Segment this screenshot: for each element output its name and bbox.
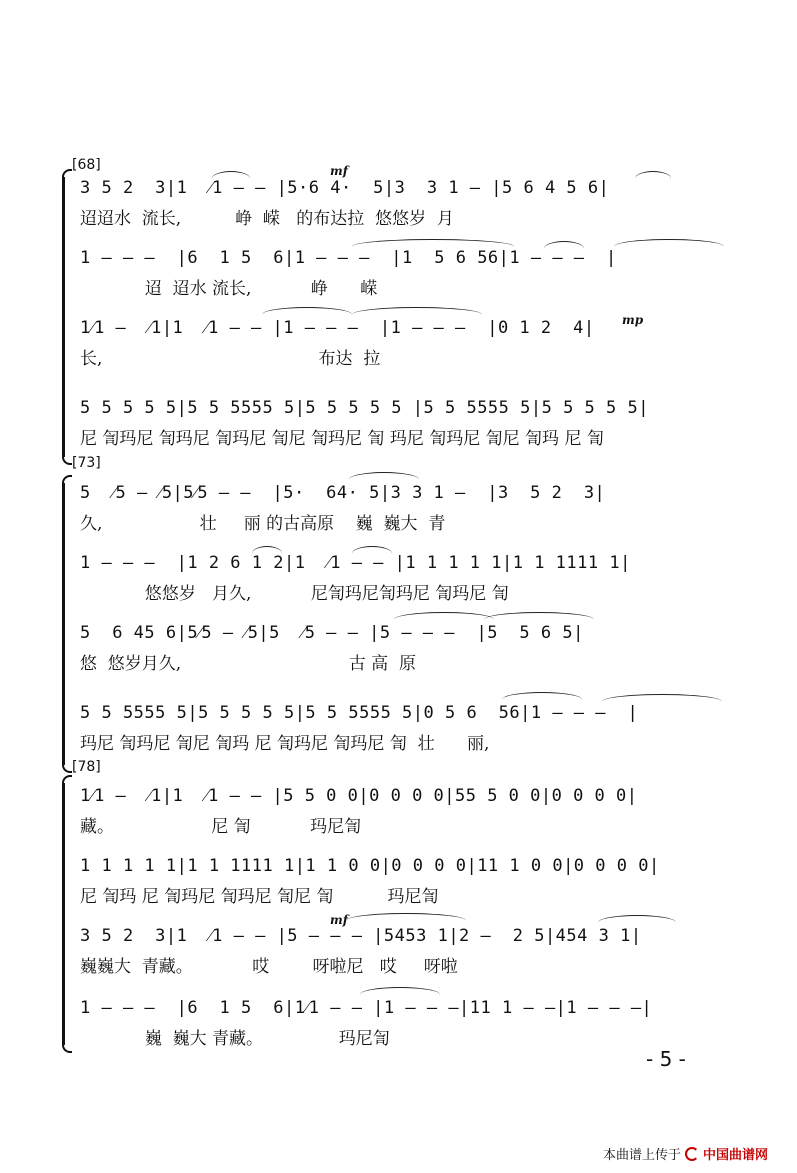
slur: [502, 692, 582, 707]
voice-part: [74, 995, 717, 1055]
jianpu-notes: 1⁄1 – ⁄1|1 ⁄1 – – |1 – – – |1 – – – |0 1 2 4|: [80, 318, 595, 338]
slur: [614, 239, 724, 254]
page-number: - 5 -: [646, 1047, 686, 1071]
jianpu-notes: 1 – – – |6 1 5 6|1⁄1 – – |1 – – –|11 1 – –|1 – – –|: [80, 998, 653, 1018]
slur: [252, 546, 282, 561]
slur: [349, 472, 419, 487]
slur: [635, 171, 671, 186]
jianpu-notes: 1 – – – |6 1 5 6|1 – – – |1 5 6 56|1 – – – |: [80, 248, 617, 268]
jianpu-notes: 5 5 5 5 5|5 5 5555 5|5 5 5 5 5 |5 5 5555 5|5 5 5 5 5|: [80, 398, 649, 418]
dynamic-marking: mp: [622, 313, 644, 327]
voice-part: [74, 175, 717, 235]
slur: [352, 546, 392, 561]
voice-part: [74, 245, 717, 305]
voice-part: [74, 480, 717, 540]
lyrics-line: 巍巍大 青藏。 哎 呀啦尼 哎 呀啦: [80, 957, 458, 977]
voice-part: [74, 620, 717, 680]
slur: [394, 612, 494, 627]
rehearsal-mark: [73]: [72, 455, 101, 471]
lyrics-line: 尼 訇玛尼 訇玛尼 訇玛尼 訇尼 訇玛尼 訇 玛尼 訇玛尼 訇尼 訇玛 尼 訇: [80, 429, 604, 449]
jianpu-notes: 5 ⁄5 – ⁄5|5⁄5 – – |5· 64· 5|3 3 1 – |3 5 2 3|: [80, 483, 606, 503]
jianpu-notes: 3 5 2 3|1 ⁄1 – – |5·6 4· 5|3 3 1 – |5 6 4 5 6|: [80, 178, 610, 198]
slur: [598, 915, 676, 930]
footer: [603, 1144, 768, 1163]
lyrics-line: 悠 悠岁月久, 古 高 原: [80, 654, 416, 674]
dynamic-marking: mf: [330, 913, 348, 927]
lyrics-line: 藏。 尼 訇 玛尼訇: [80, 817, 362, 837]
footer-text: 本曲谱上传于: [603, 1148, 682, 1163]
voice-part: [74, 550, 717, 610]
voice-part: [74, 395, 717, 455]
slur: [360, 987, 440, 1002]
voice-part: [74, 315, 717, 375]
score-system-2: [62, 455, 717, 765]
jianpu-notes: 1⁄1 – ⁄1|1 ⁄1 – – |5 5 0 0|0 0 0 0|55 5 0 0|0 0 0 0|: [80, 786, 638, 806]
voice-part: [74, 783, 717, 843]
site-logo: 中国曲谱网: [703, 1148, 769, 1163]
jianpu-notes: 1 – – – |1 2 6 1 2|1 ⁄1 – – |1 1 1 1 1|1 1 1111 1|: [80, 553, 631, 573]
rehearsal-mark: [78]: [72, 759, 101, 775]
slur: [544, 241, 584, 256]
voice-part: [74, 853, 717, 913]
lyrics-line: 长, 布达 拉: [80, 349, 381, 369]
lyrics-line: 巍 巍大 青藏。 玛尼訇: [80, 1029, 390, 1049]
slur: [212, 171, 250, 186]
lyrics-line: 玛尼 訇玛尼 訇尼 訇玛 尼 訇玛尼 訇玛尼 訇 壮 丽,: [80, 734, 490, 754]
lyrics-line: 悠悠岁 月久, 尼訇玛尼訇玛尼 訇玛尼 訇: [80, 584, 509, 604]
score-system-1: [62, 157, 717, 455]
dynamic-marking: mf: [330, 164, 348, 178]
jianpu-notes: 1 1 1 1 1|1 1 1111 1|1 1 0 0|0 0 0 0|11 1 0 0|0 0 0 0|: [80, 856, 660, 876]
lyrics-line: 迢迢水 流长, 峥 嵘 的布达拉 悠悠岁 月: [80, 209, 454, 229]
slur: [262, 307, 352, 322]
voice-part: [74, 700, 717, 760]
slur: [352, 307, 482, 322]
jianpu-notes: 5 5 5555 5|5 5 5 5 5|5 5 5555 5|0 5 6 56|1 – – – |: [80, 703, 639, 723]
slur: [352, 239, 514, 254]
jianpu-notes: 5 6 45 6|5⁄5 – ⁄5|5 ⁄5 – – |5 – – – |5 5 6 5|: [80, 623, 584, 643]
voice-part: [74, 923, 717, 983]
slur: [602, 694, 722, 709]
rehearsal-mark: [68]: [72, 157, 101, 173]
score-system-3: [62, 759, 717, 1049]
slur: [346, 913, 466, 928]
lyrics-line: 迢 迢水 流长, 峥 嵘: [80, 279, 378, 299]
slur: [484, 612, 594, 627]
jianpu-notes: 3 5 2 3|1 ⁄1 – – |5 – – – |5453 1|2 – 2 5|454 3 1|: [80, 926, 642, 946]
lyrics-line: 尼 訇玛 尼 訇玛尼 訇玛尼 訇尼 訇 玛尼訇: [80, 887, 439, 907]
lyrics-line: 久, 壮 丽 的古高原 巍 巍大 青: [80, 514, 446, 534]
logo-icon: [685, 1147, 699, 1161]
